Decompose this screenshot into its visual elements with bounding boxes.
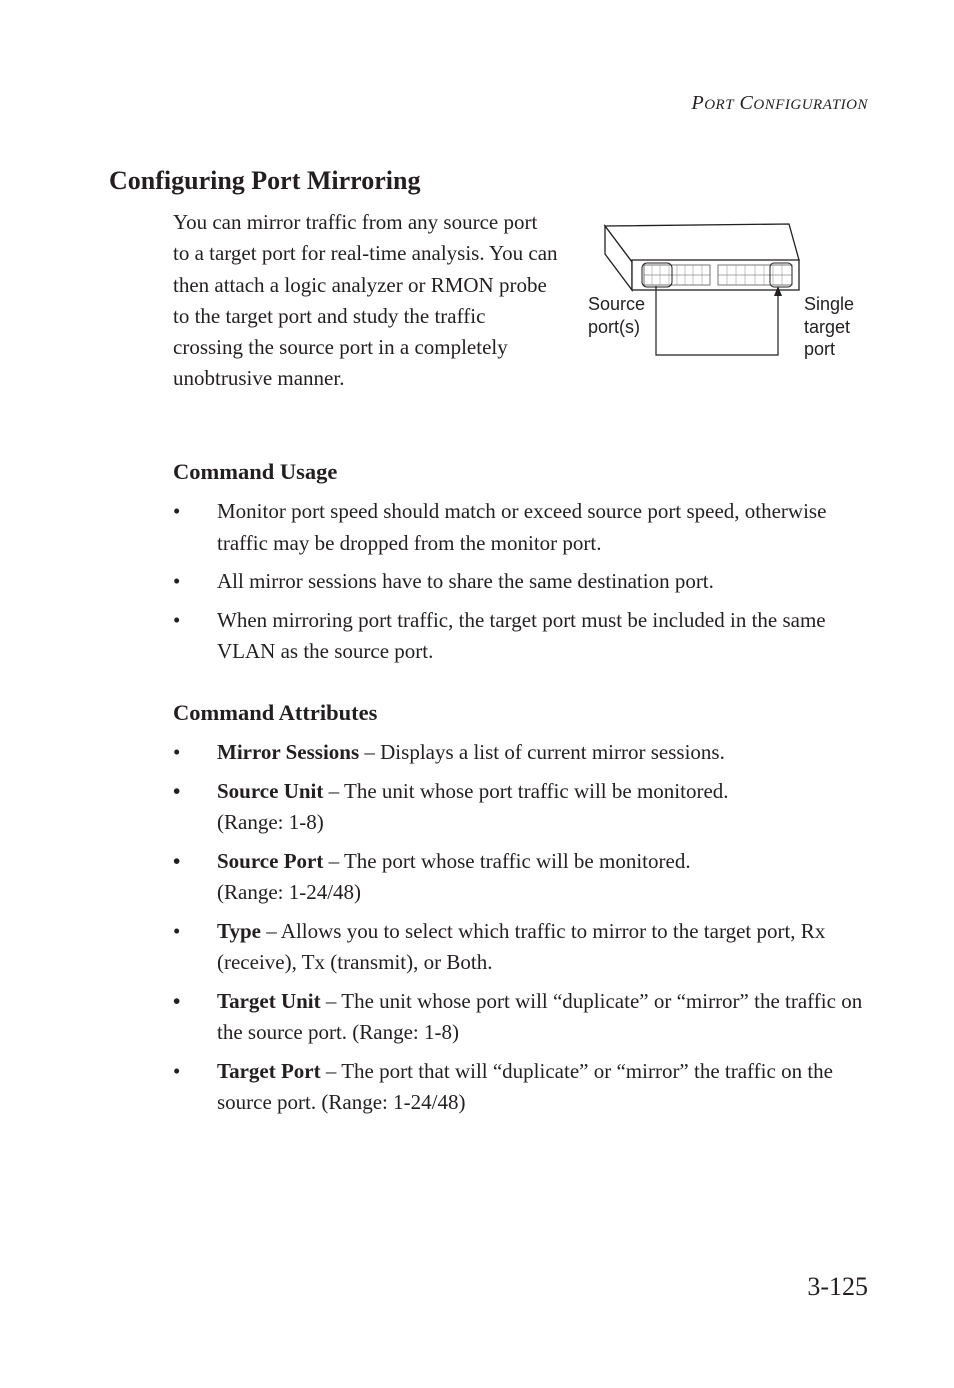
attribute-desc: – Allows you to select which traffic to mirror to the target port, Rx (receive), Tx (transmit), or Both. (217, 918, 826, 974)
list-item (173, 1056, 873, 1119)
switch-illustration (605, 224, 799, 290)
attribute-desc: – The unit whose port traffic will be monitored. (323, 778, 729, 803)
attribute-range: (Range: 1-24/48) (217, 880, 362, 904)
bullet-icon: • (173, 1058, 181, 1083)
section-title: Configuring Port Mirroring (109, 166, 421, 195)
attribute-term: Target Unit (217, 988, 321, 1013)
list-item (173, 737, 873, 769)
target-port-label (804, 294, 859, 359)
list-item (173, 846, 873, 909)
port-block-left (644, 265, 710, 285)
bullet-icon: • (173, 848, 181, 873)
attribute-desc: – Displays a list of current mirror sessions. (359, 740, 725, 764)
target-label-line-3: port (804, 339, 836, 359)
usage-text: All mirror sessions have to share the same destination port. (217, 569, 714, 593)
target-label-line-2: target (804, 317, 851, 337)
running-header-initial-1: P (691, 92, 705, 114)
bullet-icon: • (173, 499, 181, 523)
attribute-range: (Range: 1-8) (217, 810, 324, 834)
attribute-term: Type (217, 918, 261, 943)
running-header-initial-2: C (739, 92, 754, 114)
running-header-rest-2: ONFIGURATION (753, 97, 868, 113)
mirror-path-line (656, 286, 778, 355)
target-label-line-1: Single (804, 294, 855, 314)
usage-text: Monitor port speed should match or exceed source port speed, otherwise traffic may be dropped from the monitor port. (217, 499, 827, 555)
port-mirroring-diagram (582, 218, 872, 368)
attribute-term: Target Port (217, 1058, 321, 1083)
command-attributes-list (173, 737, 873, 1126)
bullet-icon: • (173, 918, 181, 943)
command-usage-heading: Command Usage (173, 459, 338, 484)
running-header (560, 92, 868, 115)
source-label-line-1: Source (588, 294, 646, 314)
attribute-term: Source Unit (217, 778, 324, 803)
list-item (173, 566, 873, 598)
command-attributes-heading: Command Attributes (173, 700, 378, 725)
page-number: 3-125 (807, 1272, 868, 1301)
usage-text: When mirroring port traffic, the target port must be included in the same VLAN as the source port. (217, 607, 826, 663)
bullet-icon: • (173, 778, 181, 803)
command-usage-list (173, 496, 873, 675)
source-label-line-2: port(s) (588, 317, 641, 337)
source-port-label (588, 294, 650, 337)
port-block-right (718, 265, 792, 285)
bullet-icon: • (173, 607, 181, 632)
attribute-term: Mirror Sessions (217, 740, 360, 764)
bullet-icon: • (173, 569, 181, 593)
attribute-desc: – The port whose traffic will be monitored. (323, 848, 691, 873)
bullet-icon: • (173, 988, 181, 1013)
intro-paragraph: You can mirror traffic from any source port to a target port for real-time analysis. You can then attach a logic analyzer or RMON probe to the target port and study the traffic crossing the source port in a completely unobtrusive manner. (173, 210, 558, 391)
running-header-rest-1: ORT (704, 97, 735, 113)
list-item (173, 496, 873, 559)
attribute-desc: – The unit whose port will “duplicate” or “mirror” the traffic on the source port. (Range: 1-8) (217, 988, 863, 1044)
attribute-term: Source Port (217, 848, 324, 873)
list-item (173, 776, 873, 839)
bullet-icon: • (173, 740, 181, 764)
list-item (173, 986, 873, 1049)
list-item (173, 916, 873, 979)
list-item (173, 605, 873, 668)
attribute-desc: – The port that will “duplicate” or “mirror” the traffic on the source port. (Range: 1-24/48) (217, 1058, 833, 1114)
